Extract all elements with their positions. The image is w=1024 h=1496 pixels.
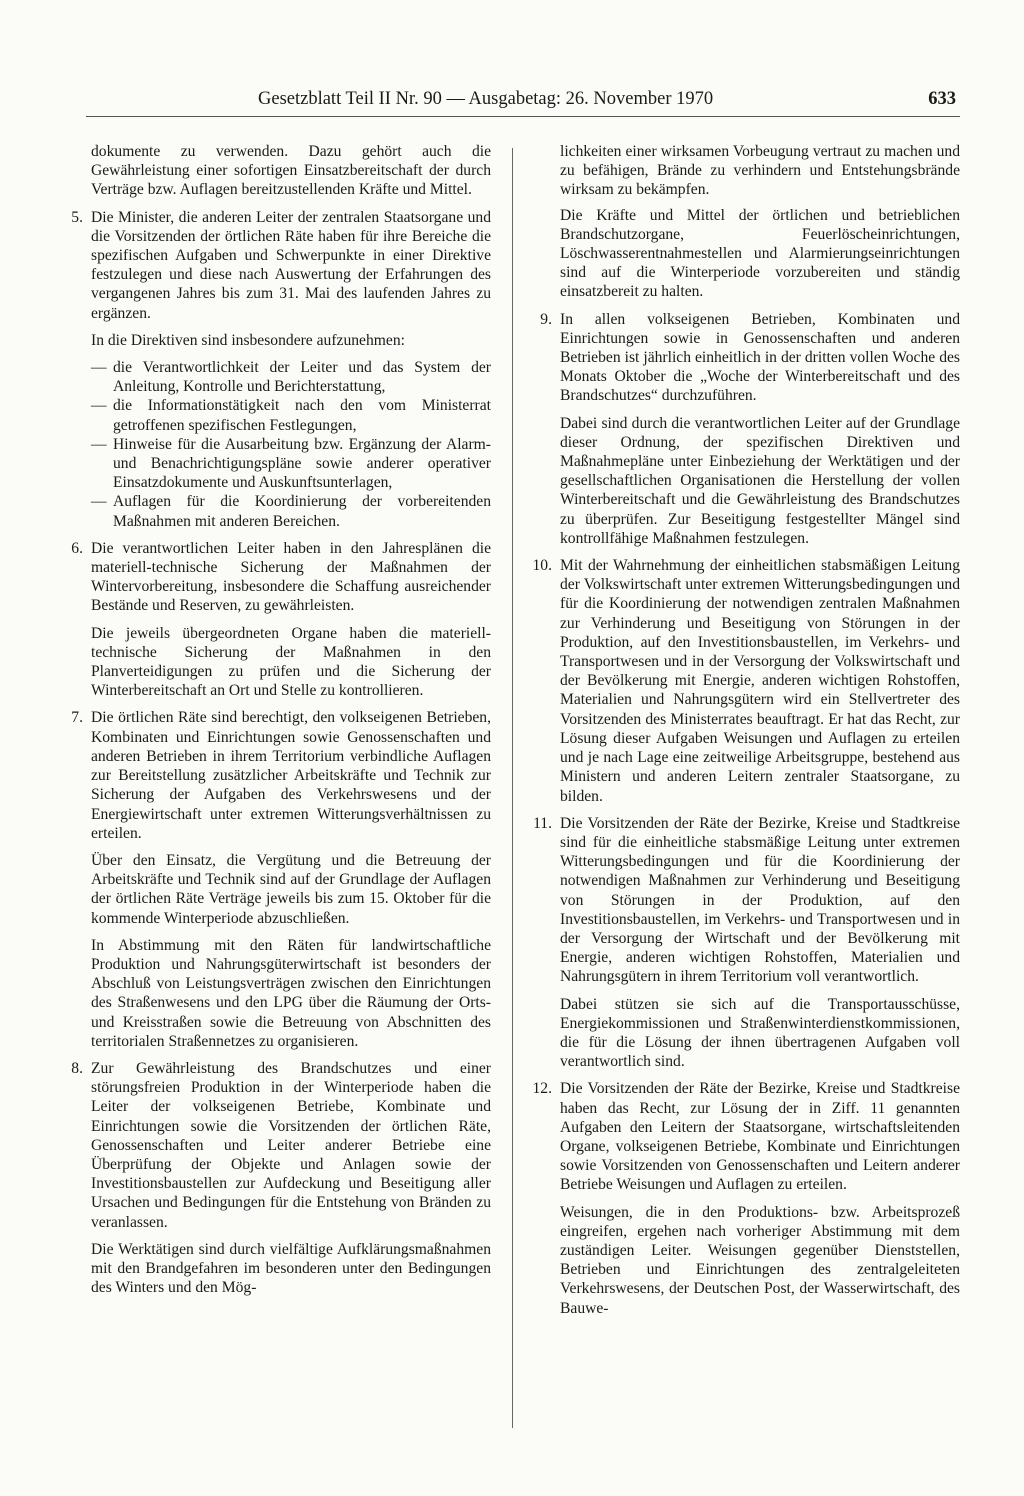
paragraph: Die Werktätigen sind durch vielfältige Aufklärungsmaßnahmen mit den Brandgefahren im besonderen unter den Bedingungen des Winters und den Mög- [91,1240,491,1297]
paragraph: Die örtlichen Räte sind berechtigt, den volkseigenen Betrieben, Kombinaten und Einrichtungen sowie Genossenschaften und anderen Betrieben in ihrem Territorium verbindliche Auflagen zur Bereitstellung zusätzlicher Arbeitskräfte und Technik zur Sicherung der Aufgaben des Verkehrswesens und der Energiewirtschaft unter extremen Witterungsverhältnissen zu erteilen. [91,709,491,842]
paragraph: lichkeiten einer wirksamen Vorbeugung vertraut zu machen und zu befähigen, Brände zu verhindern und Entstehungsbrände wirksam zu bekämpfen. [560,143,960,199]
column-divider [512,148,513,1428]
section-7 [71,708,491,1050]
paragraph: In die Direktiven sind insbesondere aufzunehmen: [91,331,405,349]
paragraph: Die Vorsitzenden der Räte der Bezirke, Kreise und Stadtkreise haben das Recht, zur Lösung der in Ziff. 11 genannten Aufgaben den Leitern der Staatsorgane, wirtschaftsleitenden Organe, volkseigenen Betriebe, Kombinate und Einrichtungen sowie Vorsitzenden von Genossenschaften und Leitern anderer Betriebe Weisungen und Auflagen zu erteilen. [560,1080,960,1194]
dash-list [91,358,491,531]
paragraph: Zur Gewährleistung des Brandschutzes und einer störungsfreien Produktion in der Winterperiode haben die Leiter der volkseigenen Betriebe, Kombinate und Einrichtungen sowie die Vorsitzenden der örtlichen Räte, Genossenschaften und Leiter anderer Betriebe eine Überprüfung der Objekte und Anlagen sowie der Investitionsbaustellen zur Aufdeckung und Beseitigung aller Ursachen und Bedingungen für die Entstehung von Bränden zu veranlassen. [91,1059,491,1231]
paragraph: In allen volkseigenen Betrieben, Kombinaten und Einrichtungen sowie in Genossenschaften und anderen Betrieben ist jährlich einheitlich in der dritten vollen Woche des Monats Oktober die „Woche der Winterbereitschaft und des Brandschutzes“ durchzuführen. [560,310,960,405]
paragraph: Die Kräfte und Mittel der örtlichen und betrieblichen Brandschutzorgane, Feuerlöscheinrichtungen, Löschwasserentnahmestellen und Alarmierungseinrichtungen sind auf die Winterperiode vorzubereiten und ständig einsatzbereit zu halten. [560,206,960,301]
section-5 [71,208,491,531]
paragraph: Dabei sind durch die verantwortlichen Leiter auf der Grundlage dieser Ordnung, der spezifischen Direktiven und Maßnahmepläne unter Einbeziehung der Werktätigen und der gesellschaftlichen Organisationen die Herstellung der vollen Winterbereitschaft und die Gewährleistung des Brandschutzes zu überprüfen. Zur Beseitigung festgestellter Mängel sind kontrollfähige Maßnahmen festzulegen. [560,414,960,547]
list-item: — die Verantwortlichkeit der Leiter und das System der Anleitung, Kontrolle und Berichterstattung, [91,358,491,396]
list-item: — die Informationstätigkeit nach den vom Ministerrat getroffenen spezifischen Festlegungen, [91,396,491,434]
header-title: Gesetzblatt Teil II Nr. 90 — Ausgabetag: 26. November 1970 [258,89,714,109]
section-number: 6. [71,539,83,557]
section-number: 12. [532,1080,552,1098]
paragraph: Die Minister, die anderen Leiter der zentralen Staatsorgane und die Vorsitzenden der örtlichen Räte haben für ihre Bereiche die spezifischen Aufgaben und Schwerpunkte in einer Direktive festzulegen und diese nach Auswertung der Erfahrungen des vergangenen Jahres bis zum 31. Mai des laufenden Jahres zu ergänzen. [91,208,491,322]
page-number: 633 [928,89,956,109]
paragraph: Über den Einsatz, die Vergütung und die Betreuung der Arbeitskräfte und Technik sind auf der Grundlage der Auflagen der örtlichen Räte Verträge jeweils bis zum 15. Oktober für die kommende Winterperiode abzuschließen. [91,851,491,927]
section-10 [532,556,960,806]
header-rule [86,116,960,117]
section-8 [71,1059,491,1297]
paragraph: Mit der Wahrnehmung der einheitlichen stabsmäßigen Leitung der Volkswirtschaft unter extremen Witterungsbedingungen und für die Koordinierung der notwendigen zentralen Maßnahmen zur Verhinderung und Beseitigung von Störungen in der Produktion, auf den Investitionsbaustellen, im Verkehrs- und Transportwesen und in der Versorgung der Volkswirtschaft und der Bevölkerung mit Energie, anderen wichtigen Rohstoffen, Materialien und Nahrungsgütern wird ein Stellvertreter des Vorsitzenden des Ministerrates beauftragt. Er hat das Recht, zur Lösung dieser Aufgaben Weisungen und Auflagen zu erteilen und je nach Lage eine zeitweilige Arbeitsgruppe, bestehend aus Ministern und anderen Leitern zentraler Staatsorgane, zu bilden. [560,557,960,805]
list-item: — Auflagen für die Koordinierung der vorbereitenden Maßnahmen mit anderen Bereichen. [91,492,491,530]
section-number: 9. [540,310,552,328]
paragraph: Die jeweils übergeordneten Organe haben die materiell-technische Sicherung der Maßnahmen in den Planverteidigungen zu prüfen und die Sicherung der Winterbereitschaft an Ort und Stelle zu kontrollieren. [91,624,491,700]
paragraph: Die verantwortlichen Leiter haben in den Jahresplänen die materiell-technische Sicherung der Maßnahmen der Wintervorbereitung, insbesondere die Schaffung ausreichender Bestände und Reserven, zu gewährleisten. [91,539,491,615]
section-number: 7. [71,709,83,727]
section-12 [532,1079,960,1317]
section-6 [71,539,491,701]
section-number: 8. [71,1059,83,1077]
section-number: 10. [532,557,552,575]
paragraph: Die Vorsitzenden der Räte der Bezirke, Kreise und Stadtkreise sind für die einheitliche stabsmäßige Leitung unter extremen Witterungsbedingungen und für die Koordinierung der notwendigen Maßnahmen zur Verhinderung und Beseitigung von Störungen in der Produktion, auf den Investitionsbaustellen, im Verkehrs- und Transportwesen und in der Versorgung der Wirtschaft und der Bevölkerung mit Energie, anderen wichtigen Rohstoffen, Materialien und Nahrungsgütern in ihrem Territorium voll verantwortlich. [560,814,960,986]
right-column [532,142,960,1326]
section-9 [540,310,960,548]
paragraph: In Abstimmung mit den Räten für landwirtschaftliche Produktion und Nahrungsgüterwirtschaft ist besonders der Abschluß von Leistungsverträgen zwischen den Einrichtungen des Straßenwesens und den LPG über die Räumung der Orts- und Kreisstraßen sowie die Betreuung von Abschnitten des territorialen Straßennetzes zu organisieren. [91,936,491,1050]
section-number: 5. [71,208,83,226]
paragraph: dokumente zu verwenden. Dazu gehört auch die Gewährleistung einer sofortigen Einsatzbereitschaft der durch Verträge bzw. Auflagen bereitzustellenden Kräfte und Mittel. [91,143,491,199]
paragraph: Weisungen, die in den Produktions- bzw. Arbeitsprozeß eingreifen, ergehen nach vorheriger Abstimmung mit dem zuständigen Leiter. Weisungen gegenüber Dienststellen, Betrieben und Einrichtungen des zentralgeleiteten Verkehrswesens, der Deutschen Post, der Wasserwirtschaft, des Bauwe- [560,1203,960,1317]
section-11 [533,814,960,1072]
section-number: 11. [533,814,552,832]
left-column [71,142,491,1305]
paragraph: Dabei stützen sie sich auf die Transportausschüsse, Energiekommissionen und Straßenwinterdienstkommissionen, die für die Lösung der ihnen übertragenen Aufgaben voll verantwortlich sind. [560,995,960,1071]
list-item: — Hinweise für die Ausarbeitung bzw. Ergänzung der Alarm- und Benachrichtigungspläne sowie anderer operativer Einsatzdokumente und Auskunftsunterlagen, [91,435,491,493]
